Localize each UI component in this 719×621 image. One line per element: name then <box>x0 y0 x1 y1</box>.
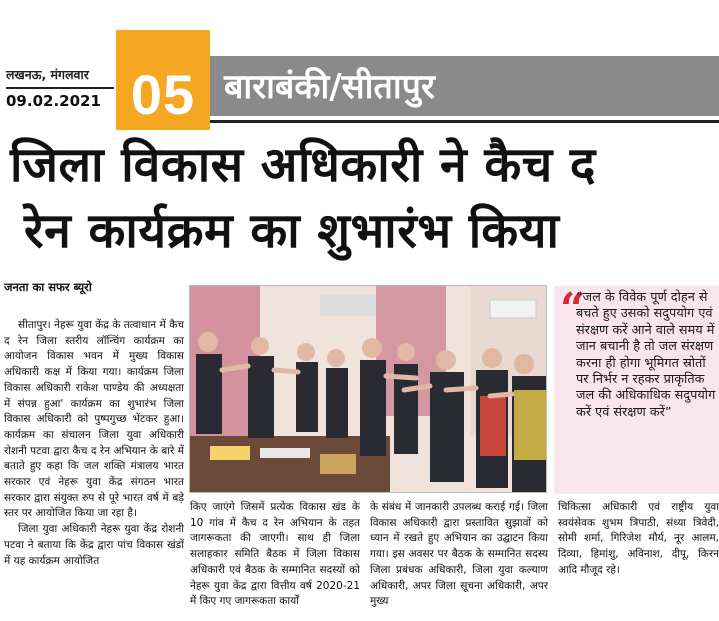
news-photo <box>189 285 547 493</box>
article-column-3: के संबंध में जानकारी उपलब्ध कराई गई। जिला विकास अधिकारी द्वारा प्रस्तावित सुझावों को ध्यान में रखते हुए अभियान का उद्घाटन किया गया। इस अवसर पर बैठक के सम्मानित सदस्य जिला प्रबंधक अधिकारी, जिला युवा कल्याण अधिकारी, अपर जिला सूचना अधिकारी, अपर मुख्य <box>370 501 548 608</box>
section-name: बाराबंकी/सीतापुर <box>224 67 435 107</box>
page-number: 05 <box>130 63 196 126</box>
headline-line-2: रेन कार्यक्रम का शुभारंभ किया <box>24 203 560 259</box>
article-paragraph: जिला युवा अधिकारी नेहरू युवा केंद्र रोशनी पटवा ने बताया कि केंद्र द्वारा पांच विकास खंडों में यह कार्यक्रम आयोजित <box>4 523 184 567</box>
pull-quote-text: “जल के विवेक पूर्ण दोहन से बचते हुए उसको सदुपयोग एवं संरक्षण करें आने वाले समय में जान बचानी है तो जल संरक्षण करना ही होगा भूमिगत स्रोतों पर निर्भर न रहकर प्राकृतिक जल की अधिकाधिक सदुपयोग करें एवं संरक्षण करें” <box>576 290 716 420</box>
dateline-rule <box>6 87 114 89</box>
article-column-1 <box>4 318 184 621</box>
section-rule <box>210 120 719 123</box>
masthead <box>0 0 719 128</box>
page-number-box <box>116 30 210 130</box>
quote-mark-icon: “ <box>560 286 586 335</box>
headline-line-1: जिला विकास अधिकारी ने कैच द <box>10 137 596 193</box>
article-column-4: चिकित्सा अधिकारी एवं राष्ट्रीय युवा स्वयंसेवक शुभम त्रिपाठी, संध्या त्रिवेदी, सोमी शर्मा, गिरिजेश मौर्य, नूर आलम, दिव्या, हिमांशु, अविनाश, दीपू, किरन आदि मौजूद रहे। <box>558 501 719 576</box>
byline: जनता का सफर ब्यूरो <box>4 280 92 294</box>
dateline <box>6 66 114 110</box>
photo-illustration <box>190 286 547 493</box>
pull-quote <box>554 286 719 494</box>
issue-date: 09.02.2021 <box>6 92 101 110</box>
city-day: लखनऊ, मंगलवार <box>6 67 89 82</box>
article-column-2: किए जाएंगे जिसमें प्रत्येक विकास खंड के 10 गांव में कैच द रेन अभियान के तहत जागरूकता की जाएगी। साथ ही जिला सलाहकार समिति बैठक में जिला विकास अधिकारी एवं बैठक के सम्मानित सदस्यों को नेहरू युवा केंद्र द्वारा वित्तीय वर्ष 2020-21 में किए गए जागरूकता कार्यों <box>190 501 360 608</box>
article-paragraph: सीतापुर। नेहरू युवा केंद्र के तत्वाधान में कैच द रेन जिला स्तरीय लॉन्चिंग कार्यक्रम का आयोजन विकास भवन में मुख्य विकास अधिकारी कक्ष में किया गया। कार्यक्रम जिला विकास अधिकारी राकेश पाण्डेय की अध्यक्षता में संपन्न हुआ' कार्यक्रम का शुभारंभ जिला विकास अधिकारी को पुष्पगुच्छ भेंटकर हुआ। कार्यक्रम का संचालन जिला युवा अधिकारी रोशनी पटवा द्वारा कैच द रेन अभियान के बारे में बताते हुए कहा कि जल शक्ति मंत्रालय भारत सरकार एवं नेहरू युवा केंद्र संगठन भारत सरकार द्वारा संयुक्त रुप से पूरे भारत वर्ष में बड़े स्तर पर आयोजित किया जा रहा है। <box>4 319 184 520</box>
section-bar <box>210 56 719 116</box>
headline <box>0 132 719 268</box>
